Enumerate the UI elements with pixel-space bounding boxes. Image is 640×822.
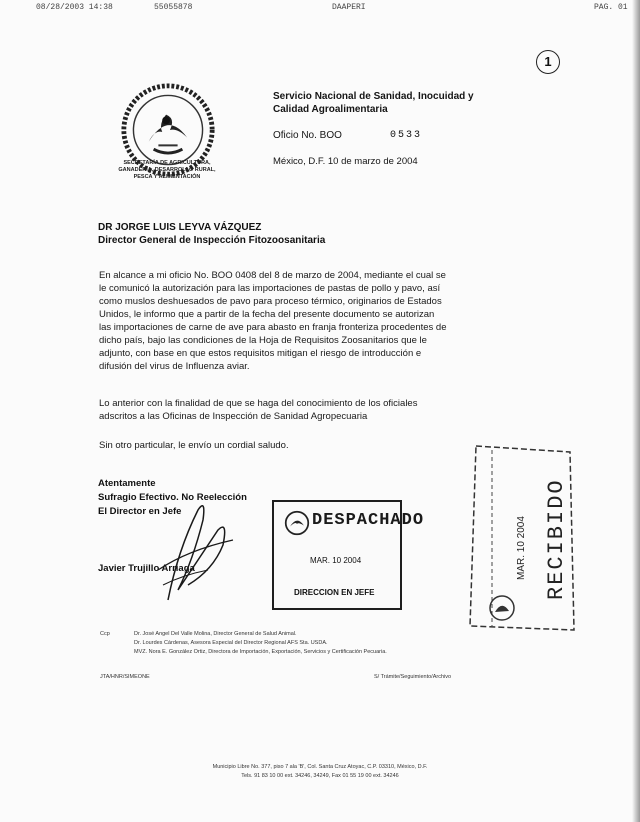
body-line: adscritos a las Oficinas de Inspección de Sanidad Agropecuaria bbox=[99, 411, 368, 422]
agency-name-line2: Calidad Agroalimentaria bbox=[273, 104, 388, 115]
stamp-office: DIRECCION EN JEFE bbox=[294, 588, 375, 597]
addressee-title: Director General de Inspección Fitozoosanitaria bbox=[98, 235, 326, 246]
stamp-title: DESPACHADO bbox=[312, 511, 425, 530]
department-line: PESCA Y ALIMENTACIÓN bbox=[133, 174, 201, 180]
addressee-name: DR JORGE LUIS LEYVA VÁZQUEZ bbox=[98, 222, 262, 233]
cc-line: Dr. Lourdes Cárdenas, Asesora Especial del Director Regional AFS Sta. USDA. bbox=[134, 640, 328, 646]
body-line: dicho país, bajo las condiciones de la Hoja de Requisitos Zoosanitarios que le bbox=[99, 335, 427, 346]
body-line: Lo anterior con la finalidad de que se haga del conocimiento de los oficiales bbox=[99, 398, 418, 409]
cc-line: Dr. José Angel Del Valle Molina, Director General de Salud Animal. bbox=[134, 631, 297, 637]
despachado-stamp bbox=[272, 500, 425, 610]
oficio-label: Oficio No. BOO bbox=[273, 130, 342, 141]
body-line: las importaciones de carne de ave para abasto en franja fronteriza procedentes de bbox=[99, 322, 447, 333]
body-line: como muslos deshuesados de pavo para proceso térmico, originarios de Estados bbox=[99, 296, 442, 307]
cc-line: MVZ. Nora E. González Ortiz, Directora de Importación, Exportación, Servicios y Certificación Pecuaria. bbox=[134, 649, 387, 655]
footer-phones: Tels. 91 83 10 00 ext. 34246, 34249, Fax 01 55 19 00 ext. 34246 bbox=[241, 773, 399, 779]
body-line: le comunicó la autorización para las importaciones de pastas de pollo y pavo, así bbox=[99, 283, 441, 294]
body-line: En alcance a mi oficio No. BOO 0408 del 8 de marzo de 2004, mediante el cual se bbox=[99, 270, 446, 281]
body-line: Sin otro particular, le envío un cordial saludo. bbox=[99, 440, 289, 451]
recibido-word: RECIBIDO bbox=[544, 478, 569, 600]
cc-label: Ccp bbox=[100, 631, 110, 637]
department-line: SECRETARÍA DE AGRICULTURA, bbox=[123, 160, 211, 166]
fax-sender: DAAPERI bbox=[332, 3, 366, 12]
body-line: Unidos, le informo que a partir de la fecha del presente documento se autorizan bbox=[99, 309, 435, 320]
closing-motto: Sufragio Efectivo. No Reelección bbox=[98, 492, 247, 503]
department-name bbox=[92, 160, 242, 181]
signer-name: Javier Trujillo Arriaga bbox=[98, 563, 195, 574]
place-date: México, D.F. 10 de marzo de 2004 bbox=[273, 156, 418, 167]
body-line: adjunto, con base en que estos requisitos mitigan el riesgo de introducción e bbox=[99, 348, 422, 359]
closing-role: El Director en Jefe bbox=[98, 506, 182, 517]
fax-datetime: 08/28/2003 14:38 bbox=[36, 3, 113, 12]
eagle-emblem-icon bbox=[284, 510, 310, 536]
initials-left: JTA/HNR/SIMEONE bbox=[100, 674, 150, 680]
department-line: GANADERÍA, DESARROLLO RURAL, bbox=[118, 167, 216, 173]
footer-address: Municipio Libre No. 377, piso 7 ala 'B', Col. Santa Cruz Atoyac, C.P. 03310, México, D.F. bbox=[212, 764, 428, 770]
initials-right: S/ Trámite/Seguimiento/Archivo bbox=[374, 674, 452, 680]
stamp-date: MAR. 10 2004 bbox=[310, 556, 362, 565]
closing-salutation: Atentamente bbox=[98, 478, 156, 489]
fax-header bbox=[30, 3, 626, 15]
recibido-stamp bbox=[462, 440, 578, 636]
recibido-date: MAR. 10 2004 bbox=[516, 516, 527, 580]
oficio-number: 0533 bbox=[390, 130, 423, 141]
fax-page: PAG. 01 bbox=[594, 3, 628, 12]
agency-name-line1: Servicio Nacional de Sanidad, Inocuidad y bbox=[273, 91, 474, 102]
fax-number: 55055878 bbox=[154, 3, 193, 12]
scan-edge-shadow bbox=[632, 0, 640, 822]
body-line: difusión del virus de Influenza aviar. bbox=[99, 361, 250, 372]
page-number-circle: 1 bbox=[536, 50, 560, 74]
handwritten-signature bbox=[148, 490, 238, 605]
